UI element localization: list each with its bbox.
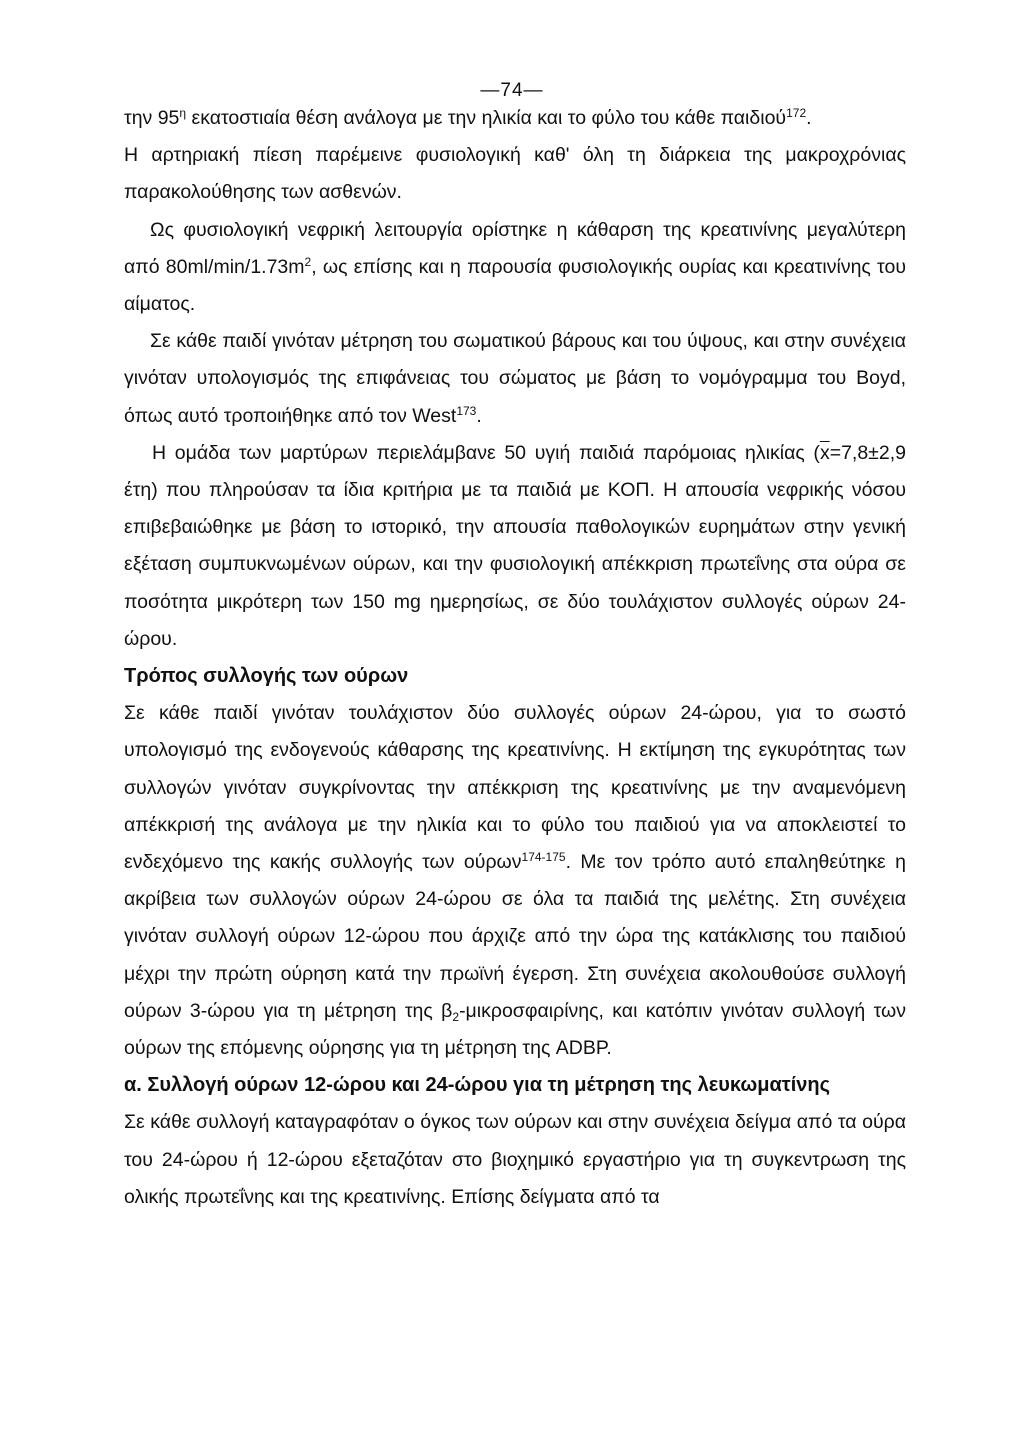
- text-run: , ως επίσης και η παρουσία φυσιολογικής ουρίας και κρεατινίνης του αίματος.: [124, 255, 906, 316]
- paragraph-control-group: [124, 435, 906, 658]
- footnote-ref: 172: [786, 106, 807, 120]
- text-run: .: [476, 404, 482, 427]
- paragraph-blood-pressure: Η αρτηριακή πίεση παρέμεινε φυσιολογική καθ' όλη τη διάρκεια της μακροχρόνιας παρακολούθησης των ασθενών.: [124, 144, 906, 204]
- paragraph-sample-analysis: Σε κάθε συλλογή καταγραφόταν ο όγκος των ούρων και στην συνέχεια δείγμα από τα ούρα του 24-ώρου ή 12-ώρου εξεταζόταν στο βιοχημικό εργαστήριο για τη συγκεντρωση της ολικής πρωτεΐνης και της κρεατινίνης. Επίσης δείγματα από τα: [124, 1111, 906, 1208]
- section-heading-urine-collection: Τρόπος συλλογής των ούρων: [124, 665, 409, 688]
- mean-symbol: $\overline{x}$: [819, 441, 830, 464]
- section-heading-albumin: α. Συλλογή ούρων 12-ώρου και 24-ώρου για τη μέτρηση της λευκωματίνης: [124, 1074, 830, 1097]
- text-run: =7,8±2,9 έτη) που πληρούσαν τα ίδια κριτήρια με τα παιδιά με ΚΟΠ. Η απουσία νεφρικής νόσου επιβεβαιώθηκε με βάση το ιστορικό, την απουσία παθολογικών ευρημάτων στην γενική εξέταση συμπυκνωμένων ούρων, και την φυσιολογική απέκκριση πρωτεΐνης στα ούρα σε ποσότητα μικρότερη των 150 mg ημερησίως, σε δύο τουλάχιστον συλλογές ούρων 24-ώρου.: [124, 441, 906, 650]
- text-run: την 95: [124, 107, 180, 129]
- text-run: Η ομάδα των μαρτύρων περιελάμβανε 50 υγιή παιδιά παρόμοιας ηλικίας (: [152, 441, 820, 464]
- subscript: 2: [452, 1009, 460, 1024]
- text-run: .: [806, 107, 812, 129]
- text-run: Σε κάθε παιδί γινόταν μέτρηση του σωματικού βάρους και του ύψους, και στην συνέχεια γινόταν υπολογισμός της επιφάνειας του σώματος με βάση το νομόγραμμα του Boyd, όπως αυτό τροποιήθηκε από τον West: [124, 330, 906, 427]
- paragraph-body-measurements: [124, 323, 906, 435]
- page-body: [124, 100, 906, 1216]
- paragraph-renal-function: [124, 212, 906, 324]
- paragraph-percentile: [124, 100, 906, 137]
- footnote-ref: 174-175: [521, 850, 566, 865]
- superscript: η: [179, 106, 187, 120]
- text-run: Ως φυσιολογική νεφρική λειτουργία ορίστηκε η κάθαρση της κρεατινίνης μεγαλύτερη από 80ml/min/1.73m: [124, 218, 906, 278]
- text-run: -μικροσφαιρίνης, και κατόπιν γινόταν συλλογή των ούρων της επόμενης ούρησης για τη μέτρηση της ADBP.: [124, 999, 906, 1060]
- text-run: . Με τον τρόπο αυτό επαληθεύτηκε η ακρίβεια των συλλογών ούρων 24-ώρου σε όλα τα παιδιά της μελέτης. Στη συνέχεια γινόταν συλλογή ούρων 12-ώρου που άρχιζε από την ώρα της κατάκλισης του παιδιού μέχρι την πρώτη ούρηση κατά την πρωϊνή έγερση. Στη συνέχεια ακολουθούσε συλλογή ούρων 3-ώρου για τη μέτρηση της β: [124, 851, 906, 1022]
- page-number: —74—: [480, 80, 544, 101]
- footnote-ref: 173: [456, 403, 477, 418]
- superscript: 2: [304, 254, 312, 269]
- text-run: Σε κάθε παιδί γινόταν τουλάχιστον δύο συλλογές ούρων 24-ώρου, για το σωστό υπολογισμό της ενδογενούς κάθαρσης της κρεατινίνης. Η εκτίμηση της εγκυρότητας των συλλογών γινόταν συγκρίνοντας την απέκκριση της κρεατινίνης με την αναμενόμενη απέκκρισή της ανάλογα με την ηλικία και το φύλο του παιδιού για να αποκλειστεί το ενδεχόμενο της κακής συλλογής των ούρων: [124, 702, 906, 874]
- text-run: εκατοστιαία θέση ανάλογα με την ηλικία και το φύλο του κάθε παιδιού: [186, 107, 787, 129]
- paragraph-collection-method: [124, 695, 906, 1067]
